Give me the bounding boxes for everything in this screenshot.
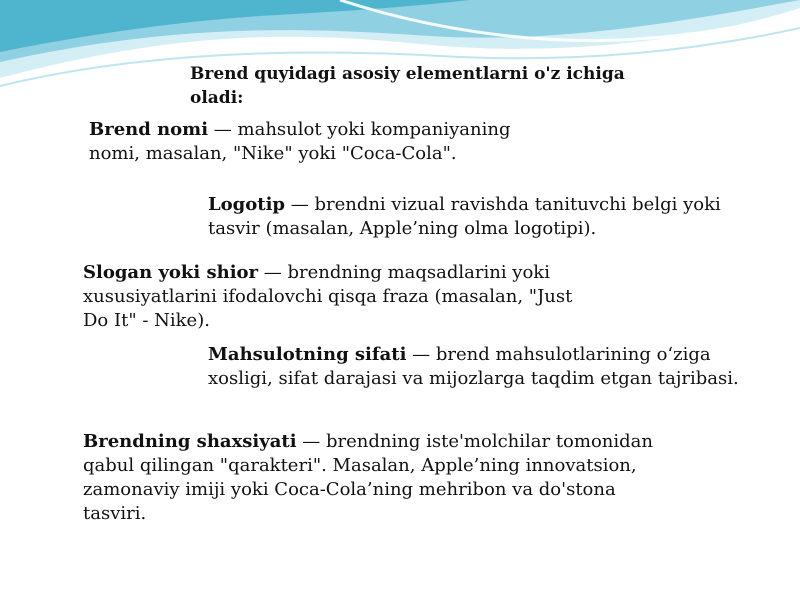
term: Logotip (208, 194, 285, 215)
description: — brend mahsulotlarining o‘ziga xosligi, sifat darajasi va mijozlarga taqdim etgan tajribasi. (208, 344, 739, 389)
term: Brendning shaxsiyati (83, 431, 297, 452)
description: — brendning maqsadlarini yoki xususiyatlarini ifodalovchi qisqa fraza (masalan, "Just Do It" - Nike). (83, 262, 573, 331)
description: — mahsulot yoki kompaniyaning nomi, masalan, "Nike" yoki "Coca-Cola". (89, 119, 511, 164)
term: Mahsulotning sifati (208, 344, 407, 365)
brand-element-name (89, 118, 549, 166)
term: Slogan yoki shior (83, 262, 259, 283)
brand-element-slogan (83, 261, 583, 333)
slide-heading: Brend quyidagi asosiy elementlarni o'z ichiga oladi: (190, 64, 625, 108)
description: — brendning iste'molchilar tomonidan qabul qilingan "qarakteri". Masalan, Apple’ning innovatsion, zamonaviy imiji yoki Coca-Cola’ning mehribon va do'stona tasviri. (83, 431, 653, 524)
description: — brendni vizual ravishda tanituvchi belgi yoki tasvir (masalan, Apple’ning olma logotipi). (208, 194, 721, 239)
brand-element-personality (83, 430, 663, 526)
brand-element-logo (208, 193, 768, 241)
brand-element-quality (208, 343, 748, 391)
term: Brend nomi (89, 119, 209, 140)
